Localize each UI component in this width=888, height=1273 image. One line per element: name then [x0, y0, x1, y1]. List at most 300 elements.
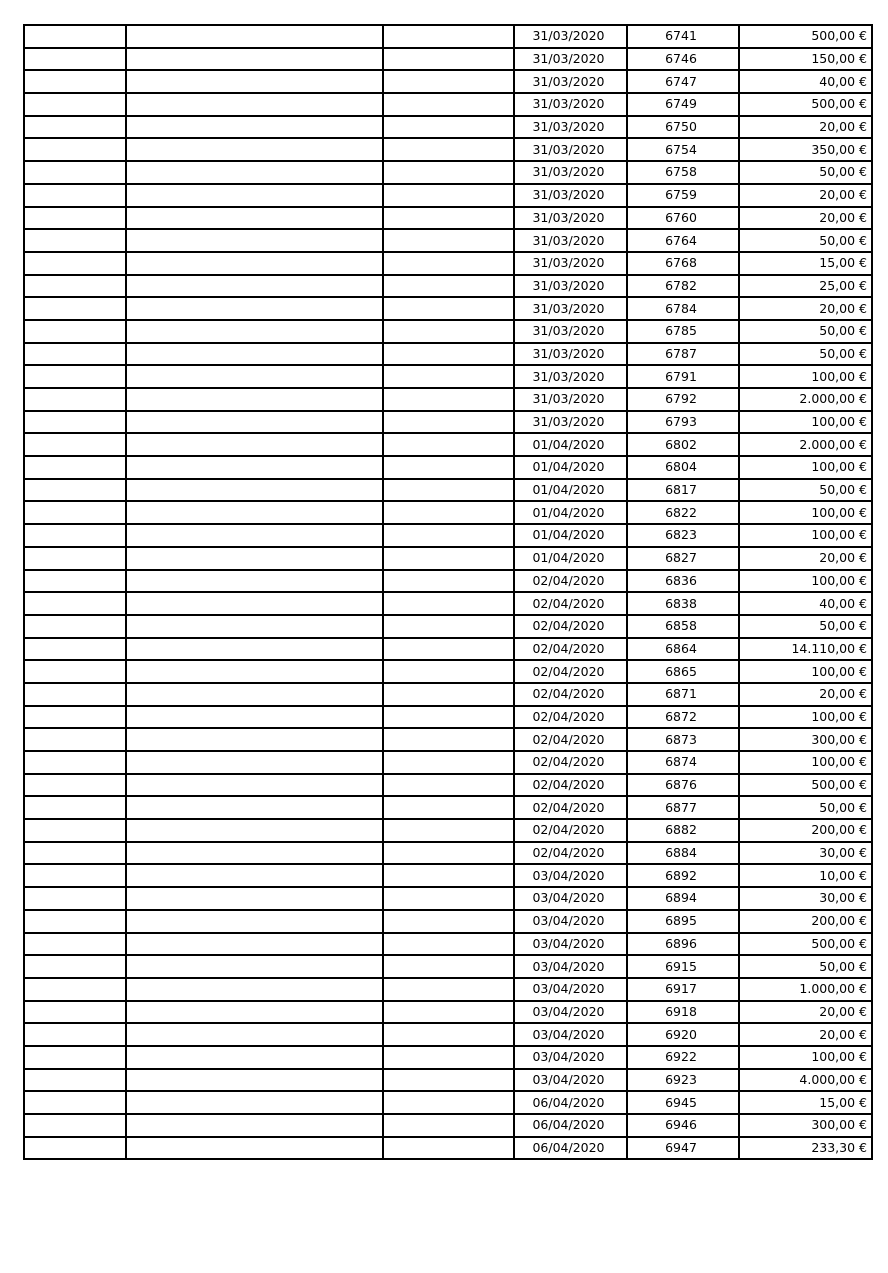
empty-cell: [126, 864, 383, 887]
table-row: [24, 524, 872, 547]
amount-cell: 350,00 €: [739, 138, 872, 161]
empty-cell: [24, 683, 126, 706]
empty-cell: [126, 774, 383, 797]
number-cell: 6785: [627, 320, 739, 343]
empty-cell: [126, 207, 383, 230]
date-cell: 02/04/2020: [514, 683, 627, 706]
empty-cell: [126, 819, 383, 842]
empty-cell: [126, 229, 383, 252]
empty-cell: [24, 275, 126, 298]
date-cell: 31/03/2020: [514, 229, 627, 252]
amount-cell: 4.000,00 €: [739, 1069, 872, 1092]
empty-cell: [24, 887, 126, 910]
empty-cell: [383, 774, 514, 797]
empty-cell: [383, 229, 514, 252]
amount-cell: 100,00 €: [739, 706, 872, 729]
table-row: [24, 1001, 872, 1024]
amount-cell: 2.000,00 €: [739, 388, 872, 411]
empty-cell: [126, 615, 383, 638]
amount-cell: 20,00 €: [739, 116, 872, 139]
date-cell: 01/04/2020: [514, 501, 627, 524]
empty-cell: [126, 728, 383, 751]
amount-cell: 20,00 €: [739, 297, 872, 320]
number-cell: 6922: [627, 1046, 739, 1069]
empty-cell: [24, 365, 126, 388]
table-row: [24, 501, 872, 524]
amount-cell: 100,00 €: [739, 365, 872, 388]
empty-cell: [126, 547, 383, 570]
empty-cell: [24, 1046, 126, 1069]
date-cell: 03/04/2020: [514, 864, 627, 887]
date-cell: 03/04/2020: [514, 1046, 627, 1069]
empty-cell: [126, 433, 383, 456]
amount-cell: 1.000,00 €: [739, 978, 872, 1001]
date-cell: 02/04/2020: [514, 706, 627, 729]
empty-cell: [383, 25, 514, 48]
table-row: [24, 161, 872, 184]
number-cell: 6836: [627, 570, 739, 593]
date-cell: 06/04/2020: [514, 1114, 627, 1137]
empty-cell: [126, 592, 383, 615]
amount-cell: 500,00 €: [739, 933, 872, 956]
number-cell: 6873: [627, 728, 739, 751]
number-cell: 6920: [627, 1023, 739, 1046]
empty-cell: [24, 25, 126, 48]
number-cell: 6827: [627, 547, 739, 570]
empty-cell: [24, 751, 126, 774]
amount-cell: 500,00 €: [739, 93, 872, 116]
number-cell: 6758: [627, 161, 739, 184]
empty-cell: [24, 1137, 126, 1160]
empty-cell: [383, 910, 514, 933]
empty-cell: [383, 411, 514, 434]
empty-cell: [24, 456, 126, 479]
transactions-table: [23, 24, 873, 1160]
amount-cell: 30,00 €: [739, 842, 872, 865]
date-cell: 31/03/2020: [514, 207, 627, 230]
empty-cell: [126, 320, 383, 343]
amount-cell: 50,00 €: [739, 161, 872, 184]
amount-cell: 100,00 €: [739, 456, 872, 479]
empty-cell: [24, 388, 126, 411]
number-cell: 6945: [627, 1091, 739, 1114]
amount-cell: 15,00 €: [739, 252, 872, 275]
empty-cell: [24, 138, 126, 161]
amount-cell: 100,00 €: [739, 751, 872, 774]
empty-cell: [383, 1091, 514, 1114]
empty-cell: [24, 70, 126, 93]
date-cell: 03/04/2020: [514, 1023, 627, 1046]
date-cell: 31/03/2020: [514, 184, 627, 207]
empty-cell: [383, 570, 514, 593]
date-cell: 01/04/2020: [514, 547, 627, 570]
table-row: [24, 1023, 872, 1046]
amount-cell: 15,00 €: [739, 1091, 872, 1114]
table-row: [24, 116, 872, 139]
number-cell: 6823: [627, 524, 739, 547]
date-cell: 31/03/2020: [514, 320, 627, 343]
table-row: [24, 638, 872, 661]
empty-cell: [126, 933, 383, 956]
empty-cell: [383, 207, 514, 230]
empty-cell: [24, 774, 126, 797]
empty-cell: [383, 501, 514, 524]
number-cell: 6792: [627, 388, 739, 411]
amount-cell: 25,00 €: [739, 275, 872, 298]
empty-cell: [383, 1137, 514, 1160]
empty-cell: [24, 479, 126, 502]
empty-cell: [383, 320, 514, 343]
table-row: [24, 297, 872, 320]
empty-cell: [383, 138, 514, 161]
empty-cell: [383, 297, 514, 320]
amount-cell: 100,00 €: [739, 501, 872, 524]
table-row: [24, 365, 872, 388]
empty-cell: [24, 116, 126, 139]
date-cell: 31/03/2020: [514, 388, 627, 411]
empty-cell: [24, 1023, 126, 1046]
number-cell: 6865: [627, 660, 739, 683]
date-cell: 31/03/2020: [514, 161, 627, 184]
empty-cell: [24, 320, 126, 343]
empty-cell: [383, 252, 514, 275]
empty-cell: [383, 615, 514, 638]
table-row: [24, 320, 872, 343]
date-cell: 02/04/2020: [514, 660, 627, 683]
number-cell: 6923: [627, 1069, 739, 1092]
empty-cell: [383, 456, 514, 479]
number-cell: 6871: [627, 683, 739, 706]
empty-cell: [126, 161, 383, 184]
empty-cell: [24, 728, 126, 751]
empty-cell: [24, 48, 126, 71]
number-cell: 6894: [627, 887, 739, 910]
table-row: [24, 138, 872, 161]
number-cell: 6747: [627, 70, 739, 93]
amount-cell: 50,00 €: [739, 343, 872, 366]
date-cell: 06/04/2020: [514, 1091, 627, 1114]
number-cell: 6746: [627, 48, 739, 71]
empty-cell: [24, 819, 126, 842]
amount-cell: 20,00 €: [739, 1023, 872, 1046]
empty-cell: [24, 615, 126, 638]
date-cell: 31/03/2020: [514, 116, 627, 139]
table-row: [24, 433, 872, 456]
empty-cell: [24, 229, 126, 252]
number-cell: 6895: [627, 910, 739, 933]
table-row: [24, 456, 872, 479]
empty-cell: [126, 343, 383, 366]
amount-cell: 20,00 €: [739, 207, 872, 230]
date-cell: 31/03/2020: [514, 275, 627, 298]
amount-cell: 10,00 €: [739, 864, 872, 887]
date-cell: 02/04/2020: [514, 774, 627, 797]
amount-cell: 100,00 €: [739, 660, 872, 683]
number-cell: 6822: [627, 501, 739, 524]
empty-cell: [126, 297, 383, 320]
empty-cell: [383, 93, 514, 116]
table-row: [24, 229, 872, 252]
date-cell: 01/04/2020: [514, 456, 627, 479]
date-cell: 31/03/2020: [514, 48, 627, 71]
amount-cell: 40,00 €: [739, 592, 872, 615]
empty-cell: [383, 524, 514, 547]
number-cell: 6892: [627, 864, 739, 887]
number-cell: 6864: [627, 638, 739, 661]
empty-cell: [126, 365, 383, 388]
number-cell: 6884: [627, 842, 739, 865]
table-row: [24, 1091, 872, 1114]
empty-cell: [24, 1091, 126, 1114]
empty-cell: [24, 933, 126, 956]
number-cell: 6874: [627, 751, 739, 774]
date-cell: 02/04/2020: [514, 819, 627, 842]
empty-cell: [126, 1091, 383, 1114]
date-cell: 02/04/2020: [514, 592, 627, 615]
table-row: [24, 615, 872, 638]
amount-cell: 2.000,00 €: [739, 433, 872, 456]
amount-cell: 50,00 €: [739, 955, 872, 978]
empty-cell: [24, 411, 126, 434]
empty-cell: [383, 547, 514, 570]
table-row: [24, 751, 872, 774]
empty-cell: [24, 910, 126, 933]
empty-cell: [383, 683, 514, 706]
empty-cell: [383, 116, 514, 139]
table-row: [24, 388, 872, 411]
number-cell: 6838: [627, 592, 739, 615]
number-cell: 6749: [627, 93, 739, 116]
empty-cell: [24, 978, 126, 1001]
number-cell: 6764: [627, 229, 739, 252]
table-row: [24, 592, 872, 615]
empty-cell: [126, 25, 383, 48]
table-row: [24, 343, 872, 366]
empty-cell: [126, 48, 383, 71]
date-cell: 31/03/2020: [514, 252, 627, 275]
date-cell: 03/04/2020: [514, 955, 627, 978]
number-cell: 6791: [627, 365, 739, 388]
empty-cell: [383, 48, 514, 71]
number-cell: 6760: [627, 207, 739, 230]
empty-cell: [126, 184, 383, 207]
amount-cell: 300,00 €: [739, 1114, 872, 1137]
amount-cell: 20,00 €: [739, 1001, 872, 1024]
empty-cell: [126, 978, 383, 1001]
date-cell: 31/03/2020: [514, 365, 627, 388]
table-row: [24, 1046, 872, 1069]
number-cell: 6858: [627, 615, 739, 638]
empty-cell: [24, 660, 126, 683]
table-row: [24, 207, 872, 230]
empty-cell: [126, 1001, 383, 1024]
empty-cell: [126, 955, 383, 978]
date-cell: 31/03/2020: [514, 411, 627, 434]
number-cell: 6946: [627, 1114, 739, 1137]
empty-cell: [383, 433, 514, 456]
table-row: [24, 660, 872, 683]
amount-cell: 50,00 €: [739, 320, 872, 343]
amount-cell: 100,00 €: [739, 411, 872, 434]
amount-cell: 50,00 €: [739, 229, 872, 252]
empty-cell: [24, 570, 126, 593]
number-cell: 6759: [627, 184, 739, 207]
empty-cell: [126, 796, 383, 819]
table-row: [24, 93, 872, 116]
empty-cell: [24, 1001, 126, 1024]
empty-cell: [126, 1137, 383, 1160]
date-cell: 02/04/2020: [514, 728, 627, 751]
number-cell: 6741: [627, 25, 739, 48]
number-cell: 6804: [627, 456, 739, 479]
amount-cell: 300,00 €: [739, 728, 872, 751]
number-cell: 6768: [627, 252, 739, 275]
empty-cell: [126, 1069, 383, 1092]
empty-cell: [383, 864, 514, 887]
date-cell: 02/04/2020: [514, 570, 627, 593]
empty-cell: [383, 1069, 514, 1092]
empty-cell: [24, 501, 126, 524]
number-cell: 6947: [627, 1137, 739, 1160]
date-cell: 03/04/2020: [514, 1069, 627, 1092]
date-cell: 03/04/2020: [514, 910, 627, 933]
empty-cell: [24, 161, 126, 184]
empty-cell: [24, 93, 126, 116]
empty-cell: [383, 955, 514, 978]
table-row: [24, 864, 872, 887]
number-cell: 6872: [627, 706, 739, 729]
amount-cell: 200,00 €: [739, 819, 872, 842]
table-row: [24, 1069, 872, 1092]
empty-cell: [383, 660, 514, 683]
table-row: [24, 1114, 872, 1137]
number-cell: 6915: [627, 955, 739, 978]
amount-cell: 20,00 €: [739, 683, 872, 706]
number-cell: 6784: [627, 297, 739, 320]
empty-cell: [383, 728, 514, 751]
table-row: [24, 774, 872, 797]
date-cell: 01/04/2020: [514, 479, 627, 502]
amount-cell: 233,30 €: [739, 1137, 872, 1160]
table-row: [24, 933, 872, 956]
empty-cell: [126, 524, 383, 547]
empty-cell: [24, 297, 126, 320]
empty-cell: [126, 706, 383, 729]
number-cell: 6787: [627, 343, 739, 366]
empty-cell: [24, 796, 126, 819]
table-row: [24, 275, 872, 298]
amount-cell: 150,00 €: [739, 48, 872, 71]
date-cell: 02/04/2020: [514, 751, 627, 774]
date-cell: 31/03/2020: [514, 70, 627, 93]
table-row: [24, 955, 872, 978]
empty-cell: [126, 1114, 383, 1137]
date-cell: 03/04/2020: [514, 933, 627, 956]
empty-cell: [383, 161, 514, 184]
empty-cell: [24, 343, 126, 366]
table-row: [24, 683, 872, 706]
date-cell: 31/03/2020: [514, 25, 627, 48]
date-cell: 31/03/2020: [514, 93, 627, 116]
table-row: [24, 706, 872, 729]
empty-cell: [24, 864, 126, 887]
empty-cell: [383, 479, 514, 502]
table-row: [24, 570, 872, 593]
transactions-table-body: [24, 25, 872, 1159]
date-cell: 02/04/2020: [514, 638, 627, 661]
empty-cell: [24, 547, 126, 570]
number-cell: 6918: [627, 1001, 739, 1024]
empty-cell: [383, 1114, 514, 1137]
number-cell: 6876: [627, 774, 739, 797]
date-cell: 31/03/2020: [514, 297, 627, 320]
amount-cell: 30,00 €: [739, 887, 872, 910]
amount-cell: 20,00 €: [739, 184, 872, 207]
empty-cell: [126, 910, 383, 933]
date-cell: 31/03/2020: [514, 343, 627, 366]
amount-cell: 500,00 €: [739, 774, 872, 797]
date-cell: 01/04/2020: [514, 433, 627, 456]
empty-cell: [126, 887, 383, 910]
date-cell: 03/04/2020: [514, 887, 627, 910]
table-row: [24, 796, 872, 819]
table-row: [24, 25, 872, 48]
date-cell: 02/04/2020: [514, 842, 627, 865]
number-cell: 6896: [627, 933, 739, 956]
empty-cell: [24, 1114, 126, 1137]
number-cell: 6917: [627, 978, 739, 1001]
number-cell: 6793: [627, 411, 739, 434]
empty-cell: [24, 638, 126, 661]
empty-cell: [24, 524, 126, 547]
empty-cell: [24, 184, 126, 207]
table-row: [24, 978, 872, 1001]
empty-cell: [126, 252, 383, 275]
empty-cell: [383, 592, 514, 615]
empty-cell: [383, 933, 514, 956]
amount-cell: 100,00 €: [739, 524, 872, 547]
empty-cell: [383, 275, 514, 298]
table-row: [24, 728, 872, 751]
date-cell: 02/04/2020: [514, 615, 627, 638]
number-cell: 6817: [627, 479, 739, 502]
empty-cell: [126, 411, 383, 434]
empty-cell: [24, 955, 126, 978]
table-row: [24, 252, 872, 275]
empty-cell: [24, 433, 126, 456]
table-row: [24, 184, 872, 207]
table-row: [24, 842, 872, 865]
date-cell: 01/04/2020: [514, 524, 627, 547]
empty-cell: [383, 365, 514, 388]
table-row: [24, 411, 872, 434]
empty-cell: [383, 638, 514, 661]
amount-cell: 50,00 €: [739, 796, 872, 819]
empty-cell: [383, 343, 514, 366]
empty-cell: [126, 388, 383, 411]
empty-cell: [24, 592, 126, 615]
empty-cell: [126, 1023, 383, 1046]
empty-cell: [24, 706, 126, 729]
amount-cell: 500,00 €: [739, 25, 872, 48]
empty-cell: [383, 978, 514, 1001]
amount-cell: 20,00 €: [739, 547, 872, 570]
amount-cell: 200,00 €: [739, 910, 872, 933]
number-cell: 6877: [627, 796, 739, 819]
empty-cell: [126, 683, 383, 706]
empty-cell: [383, 1001, 514, 1024]
empty-cell: [126, 479, 383, 502]
